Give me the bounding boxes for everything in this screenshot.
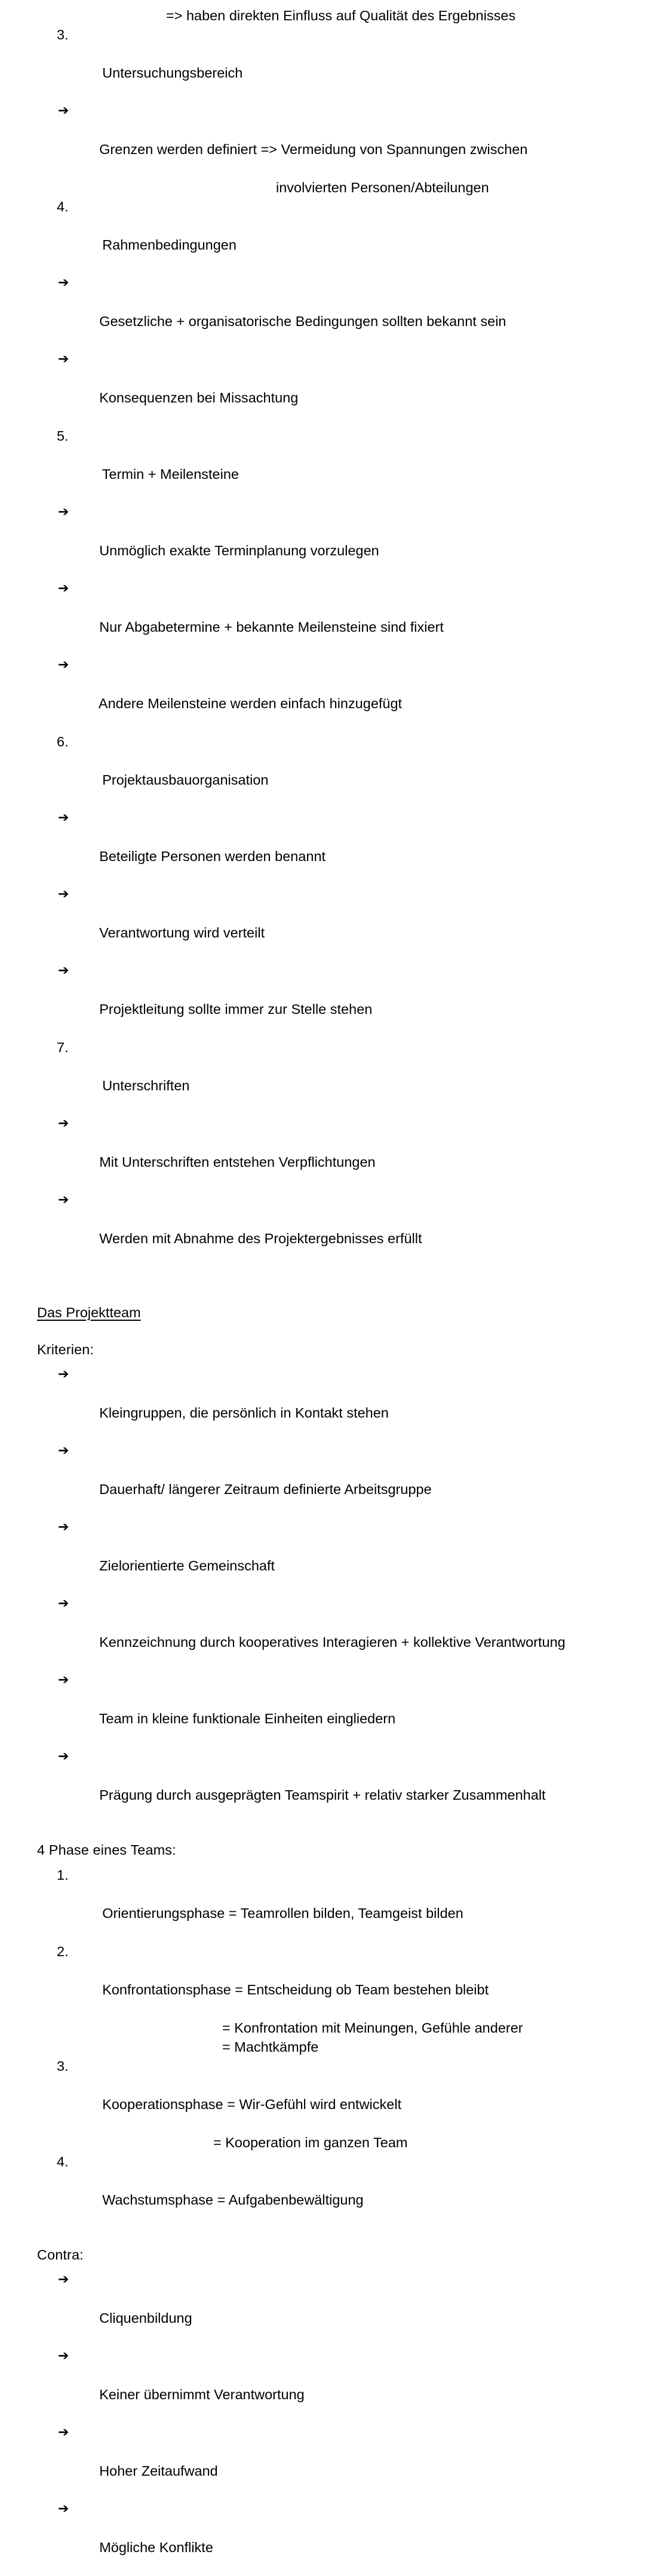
arrow-right-icon: ➔ bbox=[58, 2501, 69, 2516]
section-spacer bbox=[0, 1267, 645, 1303]
list-item-text: Prägung durch ausgeprägten Teamspirit + relativ starker Zusammenhalt bbox=[99, 1787, 546, 1803]
list-item bbox=[0, 1594, 645, 1671]
list-item bbox=[0, 809, 645, 885]
arrow-right-icon: ➔ bbox=[58, 103, 69, 118]
arrow-right-icon: ➔ bbox=[58, 810, 69, 825]
arrow-right-icon: ➔ bbox=[58, 581, 69, 596]
list-item bbox=[0, 25, 645, 102]
list-item bbox=[0, 1441, 645, 1518]
arrow-right-icon: ➔ bbox=[58, 1520, 69, 1535]
kriterien-label: Kriterien: bbox=[37, 1342, 94, 1357]
list-item bbox=[0, 2152, 645, 2228]
list-item-text: Unterschriften bbox=[102, 1078, 190, 1093]
list-item-text: Kleingruppen, die persönlich in Kontakt stehen bbox=[99, 1405, 389, 1421]
list-item-text: Kennzeichnung durch kooperatives Interagieren + kollektive Verantwortung bbox=[99, 1634, 566, 1650]
arrow-right-icon: ➔ bbox=[58, 1443, 69, 1458]
list-number: 7. bbox=[57, 1040, 69, 1055]
intro-continuation-line: => haben direkten Einfluss auf Qualität des Ergebnisses bbox=[166, 8, 516, 23]
list-item-continuation: involvierten Personen/Abteilungen bbox=[276, 180, 489, 195]
section-spacer bbox=[0, 2228, 645, 2245]
list-item bbox=[0, 2500, 645, 2576]
list-item-text: Keiner übernimmt Verantwortung bbox=[99, 2387, 305, 2402]
list-number: 5. bbox=[57, 428, 69, 444]
arrow-right-icon: ➔ bbox=[58, 1596, 69, 1611]
list-item bbox=[0, 350, 645, 426]
list-item-text: Konfrontationsphase = Entscheidung ob Team bestehen bleibt bbox=[102, 1982, 489, 1997]
list-item bbox=[0, 885, 645, 961]
list-item bbox=[0, 102, 645, 178]
arrow-right-icon: ➔ bbox=[58, 1367, 69, 1382]
list-item bbox=[0, 1114, 645, 1191]
list-number: 2. bbox=[57, 1944, 69, 1959]
phasen-label: 4 Phase eines Teams: bbox=[37, 1842, 176, 1858]
label-spacer bbox=[0, 2264, 645, 2270]
list-item bbox=[0, 1942, 645, 2018]
list-item bbox=[0, 579, 645, 656]
heading-spacer bbox=[0, 1322, 645, 1340]
list-item-text: Untersuchungsbereich bbox=[102, 65, 243, 81]
list-item bbox=[0, 1747, 645, 1824]
list-item-text: Mit Unterschriften entstehen Verpflichtungen bbox=[99, 1154, 376, 1170]
list-item-text: Kooperationsphase = Wir-Gefühl wird entwickelt bbox=[102, 2097, 402, 2112]
arrow-right-icon: ➔ bbox=[58, 1192, 69, 1207]
list-item bbox=[0, 273, 645, 350]
label-spacer bbox=[0, 1859, 645, 1865]
list-item-text: Verantwortung wird verteilt bbox=[99, 925, 265, 940]
section-heading-projektteam bbox=[0, 1303, 645, 1322]
list-number: 1. bbox=[57, 1867, 69, 1883]
list-item bbox=[0, 2270, 645, 2347]
list-item bbox=[0, 961, 645, 1038]
list-item-text: Konsequenzen bei Missachtung bbox=[99, 390, 299, 405]
list-item-text: Dauerhaft/ längerer Zeitraum definierte Arbeitsgruppe bbox=[99, 1481, 432, 1497]
arrow-right-icon: ➔ bbox=[58, 2272, 69, 2287]
list-item-text: Rahmenbedingungen bbox=[102, 237, 236, 253]
list-item bbox=[0, 1038, 645, 1114]
section-heading-text: Das Projektteam bbox=[37, 1305, 141, 1320]
list-item bbox=[0, 503, 645, 579]
list-item-text: Team in kleine funktionale Einheiten eingliedern bbox=[99, 1711, 396, 1726]
arrow-right-icon: ➔ bbox=[58, 657, 69, 672]
list-item-text: Grenzen werden definiert => Vermeidung von Spannungen zwischen bbox=[99, 142, 528, 157]
list-number: 4. bbox=[57, 2154, 69, 2169]
list-item bbox=[0, 2347, 645, 2423]
list-item bbox=[0, 1191, 645, 1267]
arrow-right-icon: ➔ bbox=[58, 887, 69, 902]
list-item-text: Unmöglich exakte Terminplanung vorzulegen bbox=[99, 543, 379, 558]
contra-label: Contra: bbox=[37, 2247, 84, 2263]
arrow-right-icon: ➔ bbox=[58, 352, 69, 367]
list-item-text: Beteiligte Personen werden benannt bbox=[99, 849, 326, 864]
arrow-right-icon: ➔ bbox=[58, 505, 69, 519]
list-item-text: Projektausbauorganisation bbox=[102, 772, 269, 788]
section-spacer bbox=[0, 1824, 645, 1840]
list-item bbox=[0, 656, 645, 732]
top-spacer bbox=[0, 0, 645, 6]
arrow-right-icon: ➔ bbox=[58, 2348, 69, 2363]
list-item-text: Nur Abgabetermine + bekannte Meilensteine sind fixiert bbox=[99, 619, 444, 635]
list-item-text: Andere Meilensteine werden einfach hinzugefügt bbox=[98, 696, 403, 711]
label-spacer bbox=[0, 1359, 645, 1365]
list-item-continuation: = Machtkämpfe bbox=[222, 2039, 319, 2055]
list-item bbox=[0, 2423, 645, 2500]
arrow-right-icon: ➔ bbox=[58, 1749, 69, 1764]
list-number: 3. bbox=[57, 27, 69, 42]
list-item-text: Orientierungsphase = Teamrollen bilden, Teamgeist bilden bbox=[102, 1905, 463, 1921]
list-item bbox=[0, 1865, 645, 1942]
list-item bbox=[0, 1671, 645, 1747]
arrow-right-icon: ➔ bbox=[58, 275, 69, 290]
list-item bbox=[0, 2057, 645, 2133]
arrow-right-icon: ➔ bbox=[58, 2425, 69, 2440]
list-item-text: Werden mit Abnahme des Projektergebnisses erfüllt bbox=[99, 1231, 422, 1246]
list-item-text: Cliquenbildung bbox=[99, 2310, 192, 2326]
list-item-text: Mögliche Konflikte bbox=[99, 2540, 213, 2555]
list-item-continuation: = Konfrontation mit Meinungen, Gefühle anderer bbox=[222, 2020, 523, 2036]
list-item bbox=[0, 426, 645, 503]
arrow-right-icon: ➔ bbox=[58, 1116, 69, 1131]
list-number: 6. bbox=[57, 734, 69, 749]
list-number: 3. bbox=[57, 2058, 69, 2074]
list-item bbox=[0, 1365, 645, 1441]
list-item bbox=[0, 1518, 645, 1594]
list-item bbox=[0, 197, 645, 273]
list-item-text: Zielorientierte Gemeinschaft bbox=[99, 1558, 275, 1573]
list-item-text: Gesetzliche + organisatorische Bedingungen sollten bekannt sein bbox=[99, 313, 506, 329]
list-item-continuation: = Kooperation im ganzen Team bbox=[213, 2135, 408, 2150]
list-item-text: Hoher Zeitaufwand bbox=[99, 2463, 218, 2479]
list-item-text: Termin + Meilensteine bbox=[102, 466, 239, 482]
list-item-text: Wachstumsphase = Aufgabenbewältigung bbox=[102, 2192, 364, 2208]
arrow-right-icon: ➔ bbox=[58, 1673, 69, 1687]
arrow-right-icon: ➔ bbox=[58, 963, 69, 978]
list-number: 4. bbox=[57, 199, 69, 214]
list-item bbox=[0, 732, 645, 809]
list-item-text: Projektleitung sollte immer zur Stelle stehen bbox=[99, 1001, 373, 1017]
